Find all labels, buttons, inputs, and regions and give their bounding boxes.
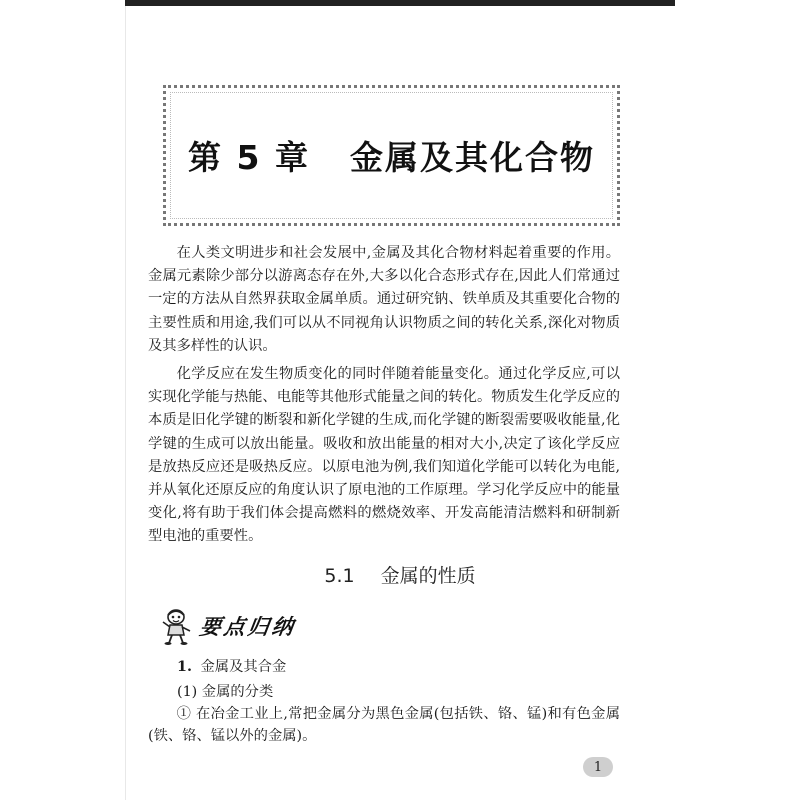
- page-number: 1: [583, 757, 613, 777]
- mascot-icon: [158, 606, 198, 646]
- section-number: 5.1: [324, 565, 355, 587]
- key-point-item: ① 在冶金工业上,常把金属分为黑色金属(包括铁、铬、锰)和有色金属(铁、铬、锰以外的金属)。: [148, 706, 620, 744]
- key-point-heading-text: 金属及其合金: [200, 659, 287, 675]
- key-points-title: 要点归纳: [198, 615, 298, 639]
- chapter-number: 第 5 章: [188, 138, 310, 177]
- key-points-header: [158, 606, 296, 646]
- chapter-name: 金属及其化合物: [349, 138, 595, 177]
- key-point-subheading: (1) 金属的分类: [177, 684, 274, 700]
- chapter-title: [166, 88, 617, 223]
- section-title: 金属的性质: [380, 565, 476, 587]
- chapter-introduction: [148, 242, 620, 554]
- section-heading: [0, 561, 800, 588]
- intro-paragraph: 在人类文明进步和社会发展中,金属及其化合物材料起着重要的作用。金属元素除少部分以游离态存在外,大多以化合态形式存在,因此人们常通过一定的方法从自然界获取金属单质。通过研究钠、铁单质及其重要化合物的主要性质和用途,我们可以从不同视角认识物质之间的转化关系,深化对物质及其多样性的认识。: [148, 245, 620, 354]
- chapter-title-frame: [163, 85, 620, 226]
- intro-paragraph: 化学反应在发生物质变化的同时伴随着能量变化。通过化学反应,可以实现化学能与热能、电能等其他形式能量之间的转化。物质发生化学反应的本质是旧化学键的断裂和新化学键的生成,而化学键的断裂需要吸收能量,化学键的生成可以放出能量。吸收和放出能量的相对大小,决定了该化学反应是放热反应还是吸热反应。以原电池为例,我们知道化学能可以转化为电能,并从氧化还原反应的角度认识了原电池的工作原理。学习化学反应中的能量变化,将有助于我们体会提高燃料的燃烧效率、开发高能清洁燃料和研制新型电池的重要性。: [148, 366, 620, 545]
- key-point-number: 1.: [177, 659, 192, 675]
- key-point-heading: [177, 656, 286, 678]
